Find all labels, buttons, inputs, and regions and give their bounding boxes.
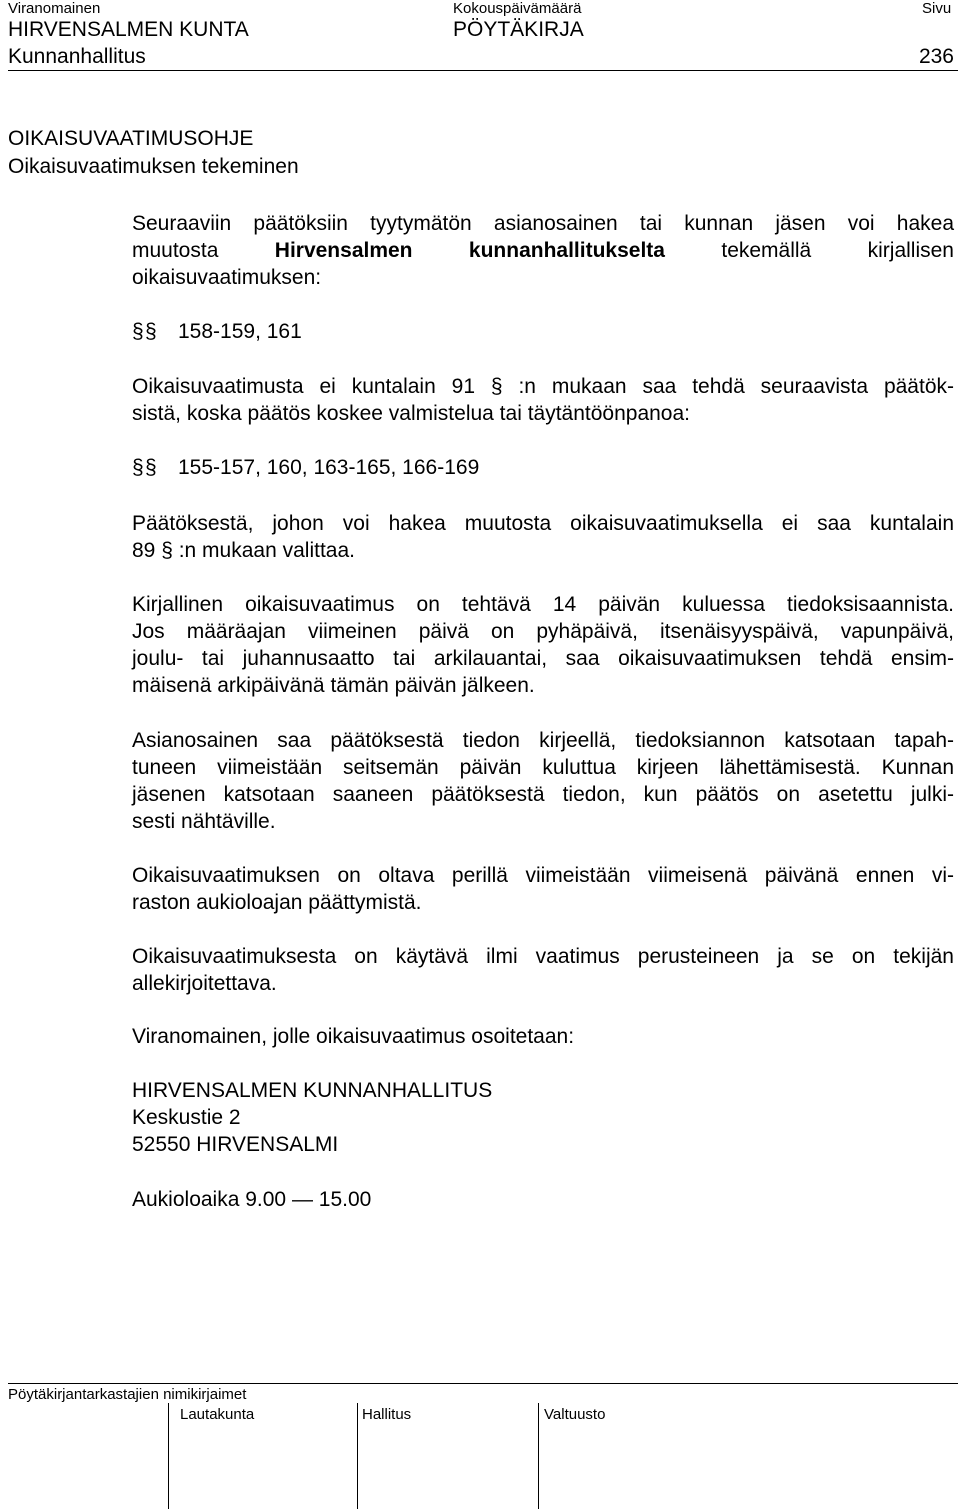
body-name: Kunnanhallitus [8, 45, 146, 68]
footer-col-board: Hallitus [362, 1406, 412, 1423]
address-name: HIRVENSALMEN KUNNANHALLITUS [132, 1079, 493, 1102]
intro-line-3: oikaisuvaatimuksen: [132, 266, 322, 289]
deadline-line-4: mäisenä arkipäivänä tämän päivän jälkeen. [132, 674, 535, 697]
arrival-line-2: raston aukioloajan päättymistä. [132, 891, 422, 914]
no-appeal-note-line-1: Päätöksestä, johon voi hakea muutosta oikaisuvaatimuksella ei saa kuntalain [132, 512, 954, 535]
page-number: 236 [918, 45, 954, 68]
recipient-label: Viranomainen, jolle oikaisuvaatimus osoitetaan: [132, 1025, 575, 1048]
footer-col-divider-2 [357, 1403, 358, 1509]
footer-col-divider-3 [538, 1403, 539, 1509]
appealable-sections: 158-159, 161 [178, 320, 302, 343]
intro-bold-authority: Hirvensalmen kunnanhallitukselta [274, 239, 665, 262]
deadline-line-1: Kirjallinen oikaisuvaatimus on tehtävä 14 päivän kuluessa tiedoksisaannista. [132, 593, 954, 616]
footer-col-council: Valtuusto [544, 1406, 606, 1423]
notice-line-1: Asianosainen saa päätöksestä tiedon kirjeellä, tiedoksiannon katsotaan tapah- [132, 729, 954, 752]
no-appeal-line-1: Oikaisuvaatimusta ei kuntalain 91 § :n mukaan saa tehdä seuraavista päätök- [132, 375, 954, 398]
checkers-label: Pöytäkirjantarkastajien nimikirjaimet [8, 1386, 247, 1403]
office-hours: Aukioloaika 9.00 — 15.00 [132, 1188, 372, 1211]
date-label: Kokouspäivämäärä [453, 0, 582, 17]
non-appealable-sections: 155-157, 160, 163-165, 166-169 [178, 456, 480, 479]
page-subtitle: Oikaisuvaatimuksen tekeminen [8, 155, 299, 178]
section-symbol-2b: § [145, 456, 157, 479]
deadline-line-2: Jos määräajan viimeinen päivä on pyhäpäivä, itsenäisyyspäivä, vapunpäivä, [132, 620, 954, 643]
intro-line-2 [132, 237, 954, 264]
no-appeal-line-2: sistä, koska päätös koskee valmistelua tai täytäntöönpanoa: [132, 402, 690, 425]
footer-col-divider-1 [168, 1403, 169, 1509]
content-req-line-1: Oikaisuvaatimuksesta on käytävä ilmi vaatimus perusteineen ja se on tekijän [132, 945, 954, 968]
authority-label: Viranomainen [8, 0, 101, 17]
intro-line-2-post: tekemällä kirjallisen [721, 239, 954, 262]
footer-col-committee: Lautakunta [180, 1406, 255, 1423]
page-title: OIKAISUVAATIMUSOHJE [8, 127, 254, 150]
page-label: Sivu [922, 0, 952, 17]
municipality-name: HIRVENSALMEN KUNTA [8, 18, 249, 41]
deadline-line-3: joulu- tai juhannusaatto tai arkilauantai, saa oikaisuvaatimuksen tehdä ensim- [132, 647, 954, 670]
arrival-line-1: Oikaisuvaatimuksen on oltava perillä viimeistään viimeisenä päivänä ennen vi- [132, 864, 954, 887]
notice-line-2: tuneen viimeistään seitsemän päivän kuluttua kirjeen lähettämisestä. Kunnan [132, 756, 954, 779]
section-symbol-2: § [132, 456, 144, 479]
notice-line-4: sesti nähtäville. [132, 810, 276, 833]
section-symbol-1b: § [145, 320, 157, 343]
notice-line-3: jäsenen katsotaan saaneen päätöksestä tiedon, kun päätös on asetettu julki- [132, 783, 954, 806]
content-req-line-2: allekirjoitettava. [132, 972, 277, 995]
footer-divider [8, 1383, 958, 1384]
address-street: Keskustie 2 [132, 1106, 241, 1129]
intro-line-1: Seuraaviin päätöksiin tyytymätön asianosainen tai kunnan jäsen voi hakea [132, 212, 954, 235]
document-type: PÖYTÄKIRJA [453, 18, 584, 41]
intro-line-2-pre: muutosta [132, 239, 275, 262]
header-divider [8, 70, 958, 71]
address-postal: 52550 HIRVENSALMI [132, 1133, 339, 1156]
section-symbol-1: § [132, 320, 144, 343]
no-appeal-note-line-2: 89 § :n mukaan valittaa. [132, 539, 355, 562]
